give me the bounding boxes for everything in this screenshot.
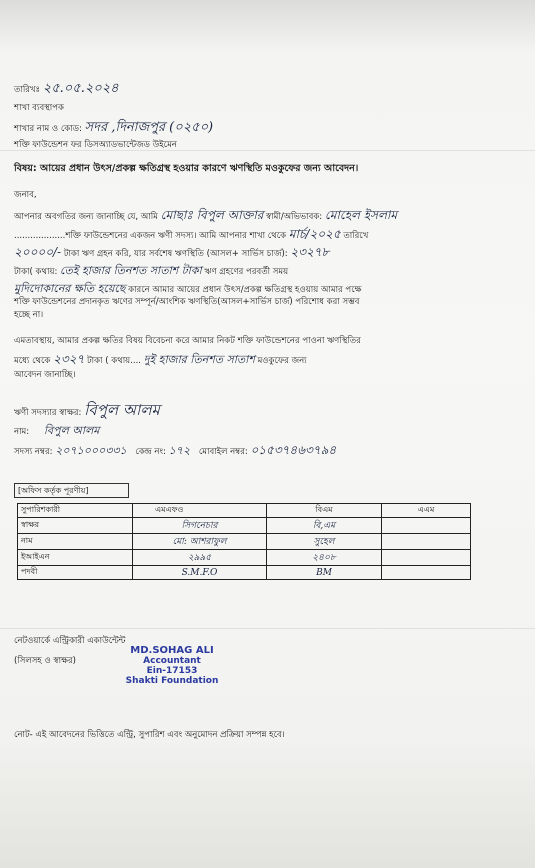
para2-line3: আবেদন জানাচ্ছি। [14, 370, 76, 380]
para1-line4 [14, 265, 288, 278]
mfo-cell: মো: আশরাফুল [133, 534, 267, 550]
row-label: স্বাক্ষর [18, 518, 133, 534]
para2-line1: এমতাবস্থায়, আমার প্রকল্প ক্ষতির বিষয় বিবেচনা করে আমার নিকট শক্তি ফাউন্ডেশনের পাওনা ঋণস্থিতির [14, 336, 361, 346]
member-signature: বিপুল আলম [84, 401, 160, 419]
row-label: পদবী [18, 566, 133, 580]
member-number-label: সদস্য নম্বর: [14, 447, 53, 457]
mfo-cell: সিগনেচার [133, 518, 267, 534]
para1-text: ঋণ গ্রহণের পরবর্তী সময় [204, 267, 289, 277]
subject-text: আয়ের প্রধান উৎস/প্রকল্প ক্ষতিগ্রস্থ হওয়ার কারণে ঋণস্থিতি মওকুফের জন্য আবেদন। [39, 163, 359, 174]
para1-line3 [14, 247, 329, 260]
mfo-cell: S.M.F.O [133, 566, 267, 580]
loan-amount: ২০০০০/- [14, 245, 62, 259]
center-label: কেন্দ্র নং: [135, 447, 166, 457]
loan-month: মার্চ/২০২৫ [288, 227, 341, 241]
guardian-name: মোহেল ইসলাম [324, 208, 398, 222]
waiver-in-words: দুই হাজার তিনশত সাতাশ [143, 353, 255, 366]
para1-text: কারনে আমার আয়ের প্রধান উৎস/প্রকল্প ক্ষতিগ্রস্থ হওয়ায় আমার পক্ষে [128, 285, 362, 295]
accountant-stamp [118, 646, 226, 686]
bm-cell: ২৪০৮ [267, 550, 382, 566]
branch-manager: শাখা ব্যবস্থাপক [14, 103, 64, 113]
row-label: নাম [18, 534, 133, 550]
paper-fold [0, 628, 535, 629]
para1-line6: শক্তি ফাউন্ডেশনের প্রদানকৃত ঋণের সম্পূর্ন/আংশিক ঋণস্থিতি(আসল+সার্ভিস চার্জ) পরিশোধ করা সম্ভব [14, 297, 360, 307]
stamp-name: MD.SOHAG ALI [130, 645, 214, 656]
applicant-name: মোছাঃ বিপুল আক্তার [160, 208, 264, 222]
para2-text: মওকুফের জন্য [257, 356, 307, 366]
stamp-title: Accountant [143, 656, 201, 666]
subject-row [14, 163, 358, 174]
para1-text: ...................শক্তি ফাউন্ডেশনের একজন ঋণী সদস্য। আমি আপনার শাখা থেকে [14, 231, 287, 241]
table-header: এএম [382, 504, 471, 518]
subject-label: বিষয়: [14, 163, 37, 174]
am-cell [382, 534, 471, 550]
table-header: বিএম [267, 504, 382, 518]
para2-line2 [14, 354, 307, 367]
table-row [18, 566, 471, 580]
table-row [18, 550, 471, 566]
seal-label: (সিলসহ ও স্বাক্ষর) [14, 656, 76, 666]
waiver-amount: ২৩২৭ [53, 352, 85, 366]
para1-line7: হচ্ছে না। [14, 310, 44, 320]
branch-row [14, 122, 213, 135]
table-row [18, 534, 471, 550]
am-cell [382, 566, 471, 580]
mfo-cell: ২৯৯৫ [133, 550, 267, 566]
member-number: ২০৭১০০০৩৩১ [55, 444, 127, 457]
salutation: জনাব, [14, 190, 37, 200]
signature-row [14, 401, 160, 419]
balance-in-words: তেই হাজার তিনশত সাতাশ টাকা [60, 264, 202, 277]
loss-reason: মুদিদোকানের ক্ষতি হয়েছে [14, 282, 126, 295]
para1-line2 [14, 229, 368, 242]
para2-text: মধ্যে থেকে [14, 356, 51, 366]
signature-label: ঋণী সদস্যার স্বাক্ষর: [14, 408, 82, 418]
para1-text: আপনার অবগতির জন্য জানাচ্ছি যে, আমি [14, 212, 158, 222]
bm-cell: BM [267, 566, 382, 580]
branch-label: শাখার নাম ও কোড: [14, 124, 82, 134]
bm-cell: সুহেল [267, 534, 382, 550]
date-label: তারিখঃ [14, 85, 41, 95]
network-entry-label: নেটওয়ার্কে এন্ট্রিকারী একাউন্টেন্ট [14, 636, 126, 646]
para1-text: টাকা( কথায়: [14, 267, 58, 277]
row-label: ইআইএন [18, 550, 133, 566]
office-use-label: [অফিস কর্তৃক পূরণীয়] [14, 483, 129, 498]
date-row [14, 83, 119, 96]
table-header-row [18, 504, 471, 518]
footnote: নোট- এই আবেদনের ভিত্তিতে এন্ট্রি, সুপারিশ এবং অনুমোদন প্রক্রিয়া সম্পন্ন হবে। [14, 730, 285, 740]
table-header: এমএফও [133, 504, 267, 518]
member-name: বিপুল আলম [43, 424, 100, 437]
org-name: শক্তি ফাউন্ডেশন ফর ডিসঅ্যাডভান্টেজড উইমেন [14, 140, 177, 150]
para1-text: স্বামী/অভিভাবক: [266, 212, 323, 222]
table-row [18, 518, 471, 534]
center-number: ১৭২ [168, 444, 191, 457]
bm-cell: বি,এম [267, 518, 382, 534]
para1-line5 [14, 283, 362, 296]
stamp-ein: Ein-17153 [146, 666, 198, 676]
branch-value: সদর ,দিনাজপুর (০২৫০) [84, 120, 214, 135]
table-header: সুপারিশকারী [18, 504, 133, 518]
name-label: নাম: [14, 427, 30, 437]
mobile-label: মোবাইল নম্বর: [198, 447, 248, 457]
para1-line1 [14, 210, 397, 223]
para1-text: টাকা ঋণ গ্রহন করি, যার সর্বশেষ ঋণস্থিতি (আসল+ সার্ভিস চার্জ): [63, 249, 288, 259]
stamp-org: Shakti Foundation [125, 676, 219, 686]
mobile-number: ০১৫৩৭৪৬৩৭৯৪ [250, 443, 337, 457]
date-value: ২৫.০৫.২০২৪ [42, 81, 119, 96]
loan-balance: ২৩২৭৮ [290, 245, 330, 259]
am-cell [382, 550, 471, 566]
member-info-row [14, 445, 336, 458]
recommendation-table [17, 503, 471, 580]
para2-text: টাকা ( কথায়.... [87, 356, 141, 366]
para1-text: তারিখে [343, 231, 369, 241]
name-row [14, 425, 99, 438]
am-cell [382, 518, 471, 534]
